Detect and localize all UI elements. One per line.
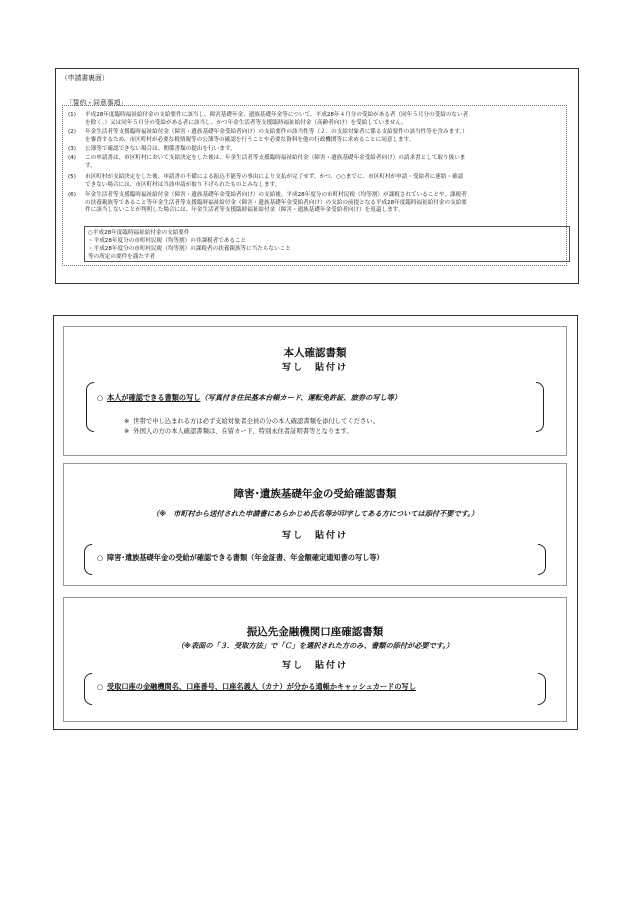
- pension-panel-title: 障害･遺族基礎年金の受給確認書類: [233, 488, 397, 500]
- identity-requirement: ○ 本人が確認できる書類の写し（写真付き住民基本台帳カード、運転免許証、旅券の写し等）: [97, 393, 402, 402]
- paste-area-left-bracket: [86, 382, 94, 432]
- application-back-label: （申請書裏面）: [61, 74, 109, 82]
- paste-area-left-bracket: [84, 544, 92, 575]
- identity-note-2: ※ 外国人の方の本人確認書類は、在留カード、特別永住者証明書等となります。: [124, 428, 353, 435]
- bank-account-document-panel: [63, 597, 567, 722]
- paste-area-right-bracket: [538, 544, 546, 575]
- bank-requirement: ○ 受取口座の金融機関名、口座番号、口座名義人（カナ）が分かる通帳かキャッシュカードの写し: [97, 682, 416, 691]
- condition-line: ・平成28年度分の市町村民税（均等割）の非課税者であること: [88, 238, 247, 244]
- identity-paste-label: 写し 貼付け: [281, 363, 348, 373]
- bank-paste-label: 写し 貼付け: [281, 661, 348, 671]
- paste-area-right-bracket: [536, 382, 544, 432]
- pension-paste-label: 写し 貼付け: [281, 531, 348, 541]
- bank-panel-note: （※表面の「３．受取方法」で「Ｃ」を選択された方のみ、書類の添付が必要です。）: [176, 641, 454, 650]
- condition-line: ○平成28年度臨時福祉給付金の支給要件: [88, 230, 190, 236]
- pension-requirement: ○ 障害･遺族基礎年金の受給が確認できる書類（年金証書、年金額確定通知書の写し等）: [97, 553, 384, 562]
- pension-document-panel: [63, 463, 567, 586]
- condition-line: ・平成28年度分の市町村民税（均等割）の課税者の扶養親族等に当たらないこと: [88, 246, 291, 252]
- identity-panel-title: 本人確認書類: [283, 347, 347, 359]
- condition-line: 等の所定の要件を満たす者: [88, 254, 156, 260]
- identity-note-1: ※ 世帯で申し込まれる方は必ず支給対象者全員の分の本人確認書類を添付してください。: [124, 418, 379, 425]
- pension-panel-note: （※ 市町村から送付された申請書にあらかじめ氏名等が印字してある方については添付不要です。）: [151, 509, 479, 518]
- paste-area-right-bracket: [538, 673, 546, 705]
- identity-document-panel: [63, 326, 567, 456]
- paste-area-left-bracket: [84, 673, 92, 705]
- pledge-title: 「誓約・同意事項」: [66, 99, 128, 107]
- bank-panel-title: 振込先金融機関口座確認書類: [246, 626, 384, 638]
